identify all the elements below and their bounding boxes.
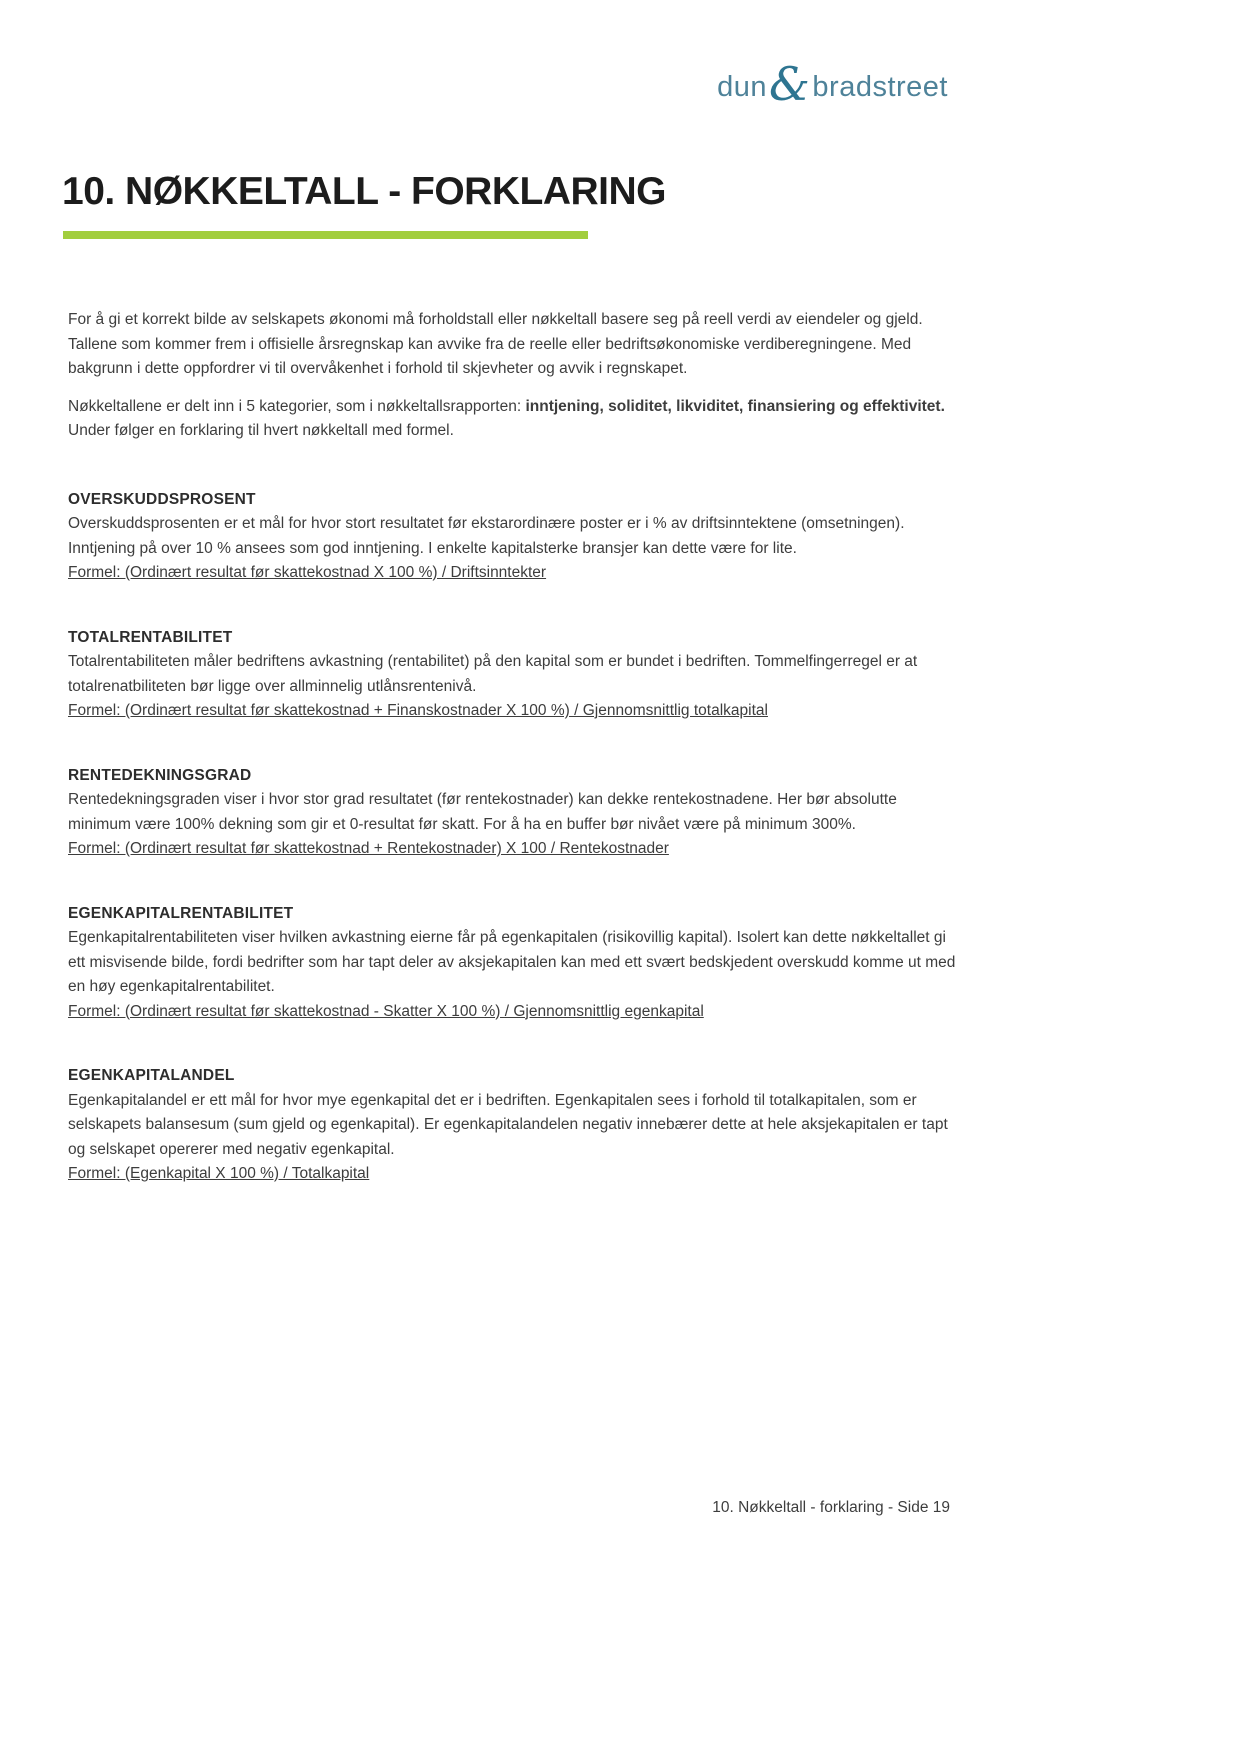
section-heading: RENTEDEKNINGSGRAD (68, 766, 252, 784)
formula-text: Formel: (Egenkapital X 100 %) / Totalkapital (68, 1165, 370, 1182)
logo-word-dun: dun (717, 70, 767, 103)
dun-bradstreet-logo (717, 57, 948, 111)
intro-paragraph-1: For å gi et korrekt bilde av selskapets økonomi må forholdstall eller nøkkeltall basere seg på reell verdi av eiendeler og gjeld. Tallene som kommer frem i offisielle årsregnskap kan avvike fra de reelle eller bedriftsøkonomiske verdiberegningene. Med bakgrunn i dette oppfordrer vi til overvåkenhet i forhold til skjevheter og avvik i regnskapet. (68, 311, 923, 377)
section-body: Egenkapitalrentabiliteten viser hvilken avkastning eierne får på egenkapitalen (risikovillig kapital). Isolert kan dette nøkkeltallet gi ett misvisende bilde, fordi bedrifter som har tapt deler av aksjekapitalen kan med ett svært bedskjedent overskudd komme ut med en høy egenkapitalrentabilitet. (68, 929, 956, 995)
intro-paragraph-2-suffix: Under følger en forklaring til hvert nøkkeltall med formel. (68, 422, 454, 439)
logo-word-bradstreet: bradstreet (812, 70, 948, 103)
section-totalrentabilitet (68, 626, 956, 724)
section-egenkapitalrentabilitet (68, 902, 956, 1025)
section-heading: TOTALRENTABILITET (68, 628, 233, 646)
intro-paragraph-2-categories: inntjening, soliditet, likviditet, finansiering og effektivitet. (525, 397, 945, 415)
page-footer: 10. Nøkkeltall - forklaring - Side 19 (712, 1499, 950, 1516)
section-egenkapitalandel (68, 1064, 956, 1187)
section-body: Totalrentabiliteten måler bedriftens avkastning (rentabilitet) på den kapital som er bundet i bedriften. Tommelfingerregel er at totalrenatbiliteten bør ligge over allminnelig utlånsrentenivå. (68, 653, 918, 695)
page-title: 10. NØKKELTALL - FORKLARING (62, 170, 666, 213)
section-body: Overskuddsprosenten er et mål for hvor stort resultatet før ekstarordinære poster er i % av driftsinntektene (omsetningen). Inntjening på over 10 % ansees som god inntjening. I enkelte kapitalsterke bransjer kan dette være for lite. (68, 515, 905, 557)
logo-ampersand-icon: & (768, 57, 811, 111)
section-overskuddsprosent (68, 488, 956, 586)
formula-text: Formel: (Ordinært resultat før skattekostnad + Finanskostnader X 100 %) / Gjennomsnittlig totalkapital (68, 702, 768, 719)
section-body: Egenkapitalandel er ett mål for hvor mye egenkapital det er i bedriften. Egenkapitalen sees i forhold til totalkapitalen, som er selskapets balansesum (sum gjeld og egenkapital). Er egenkapitalandelen negativ innebærer dette at hele aksjekapitalen er tapt og selskapet opererer med negativ egenkapital. (68, 1091, 948, 1158)
content-column (68, 308, 956, 1227)
intro-paragraph-2 (68, 395, 956, 444)
formula-text: Formel: (Ordinært resultat før skattekostnad + Rentekostnader) X 100 / Rentekostnader (68, 840, 669, 857)
title-accent-bar (63, 231, 588, 239)
section-heading: EGENKAPITALANDEL (68, 1067, 235, 1084)
section-heading: OVERSKUDDSPROSENT (68, 490, 256, 508)
formula-text: Formel: (Ordinært resultat før skattekostnad - Skatter X 100 %) / Gjennomsnittlig egenkapital (68, 1002, 704, 1020)
section-body: Rentedekningsgraden viser i hvor stor grad resultatet (før rentekostnader) kan dekke rentekostnadene. Her bør absolutte minimum være 100% dekning som gir et 0-resultat før skatt. For å ha en buffer bør nivået være på minimum 300%. (68, 791, 897, 833)
section-heading: EGENKAPITALRENTABILITET (68, 904, 294, 922)
section-rentedekningsgrad (68, 764, 956, 862)
intro-paragraph-2-prefix: Nøkkeltallene er delt inn i 5 kategorier, som i nøkkeltallsrapporten: (68, 397, 526, 415)
formula-text: Formel: (Ordinært resultat før skattekostnad X 100 %) / Driftsinntekter (68, 564, 547, 581)
